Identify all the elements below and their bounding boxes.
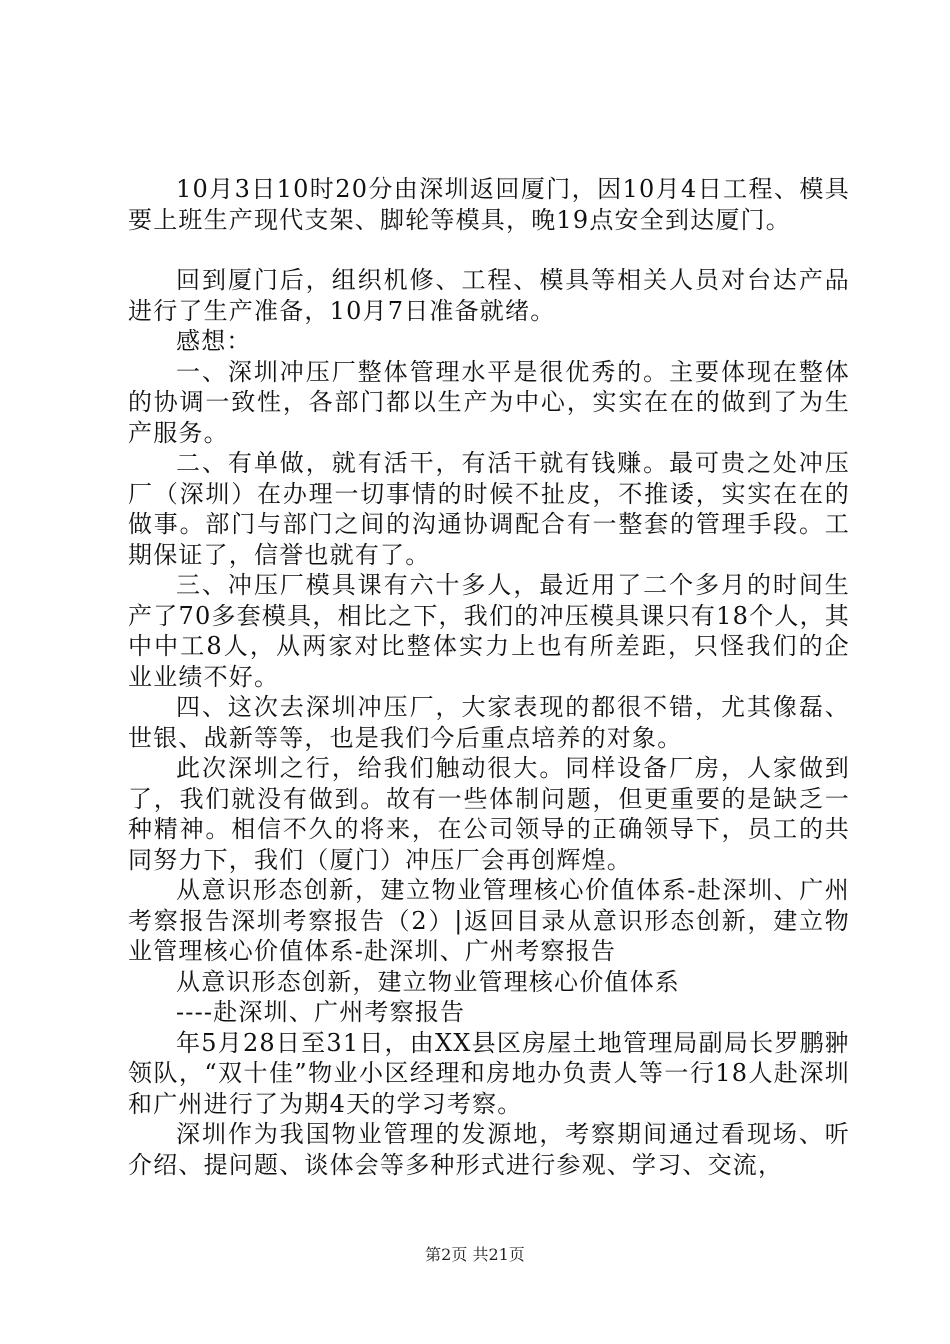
document-body — [128, 174, 850, 1180]
paragraph-point-three: 三、冲压厂模具课有六十多人，最近用了二个多月的时间生产了70多套模具，相比之下，我们的冲压模具课只有18个人，其中中工8人，从两家对比整体实力上也有所差距，只怪我们的企业业绩不好。 — [128, 571, 850, 691]
paragraph-point-two: 二、有单做，就有活干，有活干就有钱赚。最可贵之处冲压厂（深圳）在办理一切事情的时候不扯皮，不推诿，实实在在的做事。部门与部门之间的沟通协调配合有一整套的管理手段。工期保证了，信誉也就有了。 — [128, 449, 850, 569]
page-footer: 第2页 共21页 — [425, 1245, 525, 1264]
paragraph-point-four: 四、这次去深圳冲压厂，大家表现的都很不错，尤其像磊、世银、战新等等，也是我们今后重点培养的对象。 — [128, 693, 850, 752]
paragraph-reflections-heading: 感想： — [176, 327, 252, 355]
paragraph-shenzhen-intro: 深圳作为我国物业管理的发源地，考察期间通过看现场、听介绍、提问题、谈体会等多种形式进行参观、学习、交流， — [128, 1120, 850, 1179]
report-subtitle: ----赴深圳、广州考察报告 — [176, 998, 466, 1026]
report-title: 从意识形态创新，建立物业管理核心价值体系 — [176, 967, 680, 996]
paragraph-point-one: 一、深圳冲压厂整体管理水平是很优秀的。主要体现在整体的协调一致性，各部门都以生产为中心，实实在在的做到了为生产服务。 — [128, 357, 850, 447]
paragraph-return-trip: 10月3日10时20分由深圳返回厦门，因10月4日工程、模具要上班生产现代支架、脚轮等模具，晚19点安全到达厦门。 — [128, 175, 850, 234]
paragraph-study-tour: 年5月28日至31日，由XX县区房屋土地管理局副局长罗鹏翀领队，“双十佳”物业小区经理和房地办负责人等一行18人赴深圳和广州进行了为期4天的学习考察。 — [128, 1028, 850, 1118]
paragraph-trip-summary: 此次深圳之行，给我们触动很大。同样设备厂房，人家做到了，我们就没有做到。故有一些体制问题，但更重要的是缺乏一种精神。相信不久的将来，在公司领导的正确领导下，员工的共同努力下，我们（厦门）冲压厂会再创辉煌。 — [128, 754, 850, 874]
paragraph-report-link: 从意识形态创新，建立物业管理核心价值体系-赴深圳、广州考察报告深圳考察报告（2）|返回目录从意识形态创新，建立物业管理核心价值体系-赴深圳、广州考察报告 — [128, 876, 850, 965]
paragraph-production-prep: 回到厦门后，组织机修、工程、模具等相关人员对台达产品进行了生产准备，10月7日准备就绪。 — [128, 266, 850, 325]
